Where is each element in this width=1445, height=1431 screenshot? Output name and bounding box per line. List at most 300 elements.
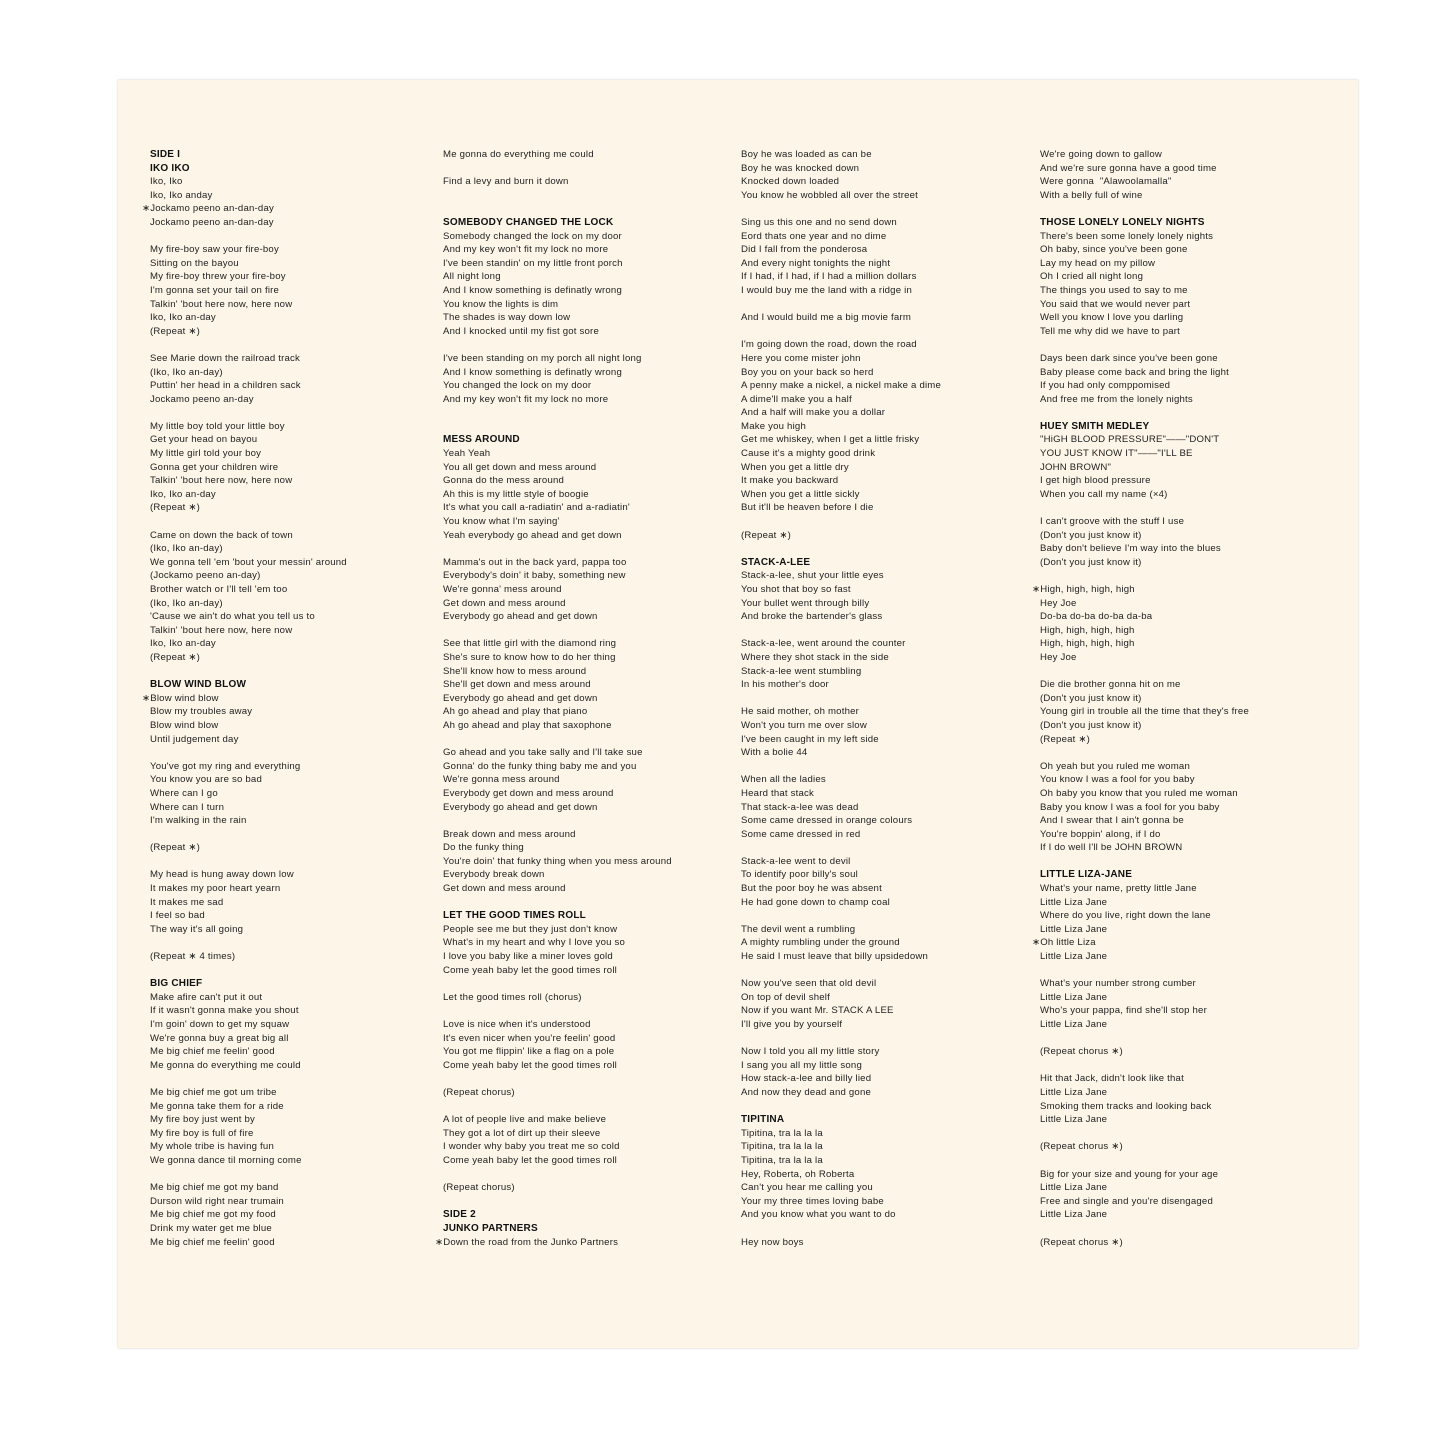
lyric-line: We gonna dance til morning come <box>150 1154 302 1166</box>
lyric-line: And now they dead and gone <box>741 1086 872 1098</box>
stanza-gap <box>1040 1154 1340 1168</box>
lyric-line: Come yeah baby let the good times roll <box>443 964 617 976</box>
stanza-gap <box>443 733 728 747</box>
stanza-gap <box>1040 855 1340 869</box>
lyric-line: Boy you on your back so herd <box>741 366 874 378</box>
lyric-line: (Don't you just know it) <box>1040 556 1142 568</box>
lyric-line: It makes my poor heart yearn <box>150 883 281 895</box>
lyric-line: And you know what you want to do <box>741 1209 896 1221</box>
lyric-line: Until judgement day <box>150 733 239 745</box>
lyric-line: High, high, high, high <box>1040 638 1135 650</box>
lyric-line: Eord thats one year and no dime <box>741 230 887 242</box>
stanza-gap <box>150 1072 420 1086</box>
lyric-line: Oh yeah but you ruled me woman <box>1040 760 1190 772</box>
lyric-line: Little Liza Jane <box>1040 1209 1108 1221</box>
lyric-line: And every night tonights the night <box>741 257 891 269</box>
lyric-line: Me big chief me feelin' good <box>150 1236 275 1248</box>
lyric-line: (Repeat ∗) <box>150 651 201 663</box>
section-heading: LET THE GOOD TIMES ROLL <box>443 910 586 922</box>
lyric-line: Your my three times loving babe <box>741 1195 884 1207</box>
stanza-gap <box>443 1004 728 1018</box>
lyric-line: Go ahead and you take sally and I'll take sue <box>443 747 643 759</box>
lyric-line: Where can I turn <box>150 801 225 813</box>
lyric-line: All night long <box>443 271 501 283</box>
lyric-line: Some came dressed in orange colours <box>741 815 913 827</box>
stanza-gap <box>741 1032 1021 1046</box>
lyric-line: When you get a little dry <box>741 461 849 473</box>
lyric-line: And free me from the lonely nights <box>1040 393 1193 405</box>
stanza-gap <box>443 624 728 638</box>
lyric-line: Iko, Iko anday <box>150 189 213 201</box>
lyric-line: Iko, Iko an-day <box>150 638 216 650</box>
lyric-line: Make afire can't put it out <box>150 991 263 1003</box>
lyric-line: I've been standing on my porch all night long <box>443 352 642 364</box>
lyric-line: ∗Blow wind blow <box>142 692 219 704</box>
lyrics-column-4 <box>1032 148 1340 1249</box>
lyric-line: Where do you live, right down the lane <box>1040 910 1211 922</box>
lyric-line: (Repeat chorus ∗) <box>1040 1141 1123 1153</box>
lyric-line: How stack-a-lee and billy lied <box>741 1073 872 1085</box>
stanza-gap <box>443 1072 728 1086</box>
lyric-line: (Repeat ∗) <box>150 502 201 514</box>
lyric-line: The shades is way down low <box>443 312 571 324</box>
lyric-line: Stack-a-lee went to devil <box>741 855 851 867</box>
lyrics-column-2 <box>435 148 728 1249</box>
lyric-line: (Iko, Iko an-day) <box>150 543 223 555</box>
lyrics-column-1 <box>142 148 420 1249</box>
section-heading: STACK-A-LEE <box>741 556 811 568</box>
lyric-line: Well you know I love you darling <box>1040 312 1184 324</box>
lyric-line: Brother watch or I'll tell 'em too <box>150 584 288 595</box>
lyric-line: If you had only comppomised <box>1040 380 1171 392</box>
lyric-line: Days been dark since you've been gone <box>1040 352 1218 364</box>
lyric-line: You changed the lock on my door <box>443 380 592 392</box>
lyric-line: Sitting on the bayou <box>150 257 239 269</box>
lyric-line: ∗Oh little Liza <box>1032 937 1096 949</box>
lyric-line: Boy he was loaded as can be <box>741 149 872 160</box>
lyric-line: I can't groove with the stuff I use <box>1040 516 1185 528</box>
lyric-line: Little Liza Jane <box>1040 1019 1108 1030</box>
lyric-line: 'Cause we ain't do what you tell us to <box>150 611 315 623</box>
lyric-line: They got a lot of dirt up their sleeve <box>443 1127 601 1139</box>
lyric-line: It's even nicer when you're feelin' good <box>443 1032 616 1044</box>
lyric-line: Little Liza Jane <box>1040 1086 1108 1098</box>
lyric-line: On top of devil shelf <box>741 991 830 1003</box>
stanza-gap <box>443 1195 728 1209</box>
stanza-gap <box>741 841 1021 855</box>
lyric-line: Hey, Roberta, oh Roberta <box>741 1168 855 1180</box>
lyric-line: Oh baby you know that you ruled me woman <box>1040 787 1238 799</box>
stanza-gap <box>150 828 420 842</box>
lyric-line: Knocked down loaded <box>741 176 840 188</box>
lyric-line: Free and single and you're disengaged <box>1040 1195 1213 1207</box>
lyric-line: We're gonna buy a great big all <box>150 1032 289 1044</box>
lyric-line: You know what I'm saying' <box>443 516 560 528</box>
lyric-line: There's been some lonely lonely nights <box>1040 230 1214 242</box>
lyric-line: Get your head on bayou <box>150 434 258 446</box>
lyric-line: My fire boy just went by <box>150 1114 256 1126</box>
stanza-gap <box>1040 406 1340 420</box>
stanza-gap <box>1040 569 1340 583</box>
lyric-line: A lot of people live and make believe <box>443 1114 607 1126</box>
stanza-gap <box>741 1100 1021 1114</box>
lyric-line: Jockamo peeno an-dan-day <box>150 216 274 228</box>
lyric-line: Now if you want Mr. STACK A LEE <box>741 1005 894 1017</box>
lyric-line: My fire-boy threw your fire-boy <box>150 271 286 283</box>
section-heading: BIG CHIEF <box>150 978 203 990</box>
lyric-line: (Repeat ∗) <box>150 842 201 854</box>
lyric-line: Smoking them tracks and looking back <box>1040 1100 1212 1112</box>
lyric-line: You've got my ring and everything <box>150 760 301 772</box>
lyric-line: (Repeat chorus ∗) <box>1040 1236 1123 1248</box>
lyric-line: Everybody go ahead and get down <box>443 611 598 623</box>
lyric-line: Find a levy and burn it down <box>443 176 569 188</box>
lyric-line: Iko, Iko <box>150 176 183 188</box>
lyric-line: Baby don't believe I'm way into the blues <box>1040 543 1221 555</box>
stanza-gap <box>150 515 420 529</box>
stanza-gap <box>741 542 1021 556</box>
lyric-line: If it wasn't gonna make you shout <box>150 1005 299 1017</box>
lyric-line: I'm going down the road, down the road <box>741 339 917 351</box>
lyric-line: (Repeat ∗) <box>741 529 792 541</box>
lyric-line: (Jockamo peeno an-day) <box>150 570 261 582</box>
lyric-line: Baby please come back and bring the light <box>1040 366 1229 378</box>
stanza-gap <box>150 936 420 950</box>
lyric-line: What's your number strong cumber <box>1040 978 1196 990</box>
lyric-line: With a belly full of wine <box>1040 189 1143 201</box>
stanza-gap <box>443 189 728 203</box>
stanza-gap <box>150 964 420 978</box>
stanza-gap <box>741 298 1021 312</box>
lyric-line: (Repeat chorus) <box>443 1086 515 1098</box>
lyric-line: Love is nice when it's understood <box>443 1019 591 1030</box>
stanza-gap <box>150 1168 420 1182</box>
lyric-line: Mamma's out in the back yard, pappa too <box>443 556 627 568</box>
lyric-line: Puttin' her head in a children sack <box>150 380 301 392</box>
lyric-line: I get high blood pressure <box>1040 475 1151 487</box>
stanza-gap <box>150 406 420 420</box>
lyric-line: Sing us this one and no send down <box>741 216 897 228</box>
lyric-line: Everybody get down and mess around <box>443 787 614 799</box>
lyric-line: The things you used to say to me <box>1040 284 1188 296</box>
lyric-line: And my key won't fit my lock no more <box>443 393 609 405</box>
lyric-line: ∗High, high, high, high <box>1032 584 1135 595</box>
lyric-line: Talkin' 'bout here now, here now <box>150 624 293 636</box>
stanza-gap <box>741 202 1021 216</box>
lyric-line: High, high, high, high <box>1040 624 1135 636</box>
stanza-gap <box>741 1222 1021 1236</box>
lyrics-column-3 <box>741 148 1021 1249</box>
lyric-line: And I know something is definatly wrong <box>443 366 622 378</box>
stanza-gap <box>150 855 420 869</box>
lyric-line: And I knocked until my fist got sore <box>443 325 599 337</box>
stanza-gap <box>443 542 728 556</box>
stanza-gap <box>741 325 1021 339</box>
lyric-line: I've been caught in my left side <box>741 733 879 745</box>
lyric-line: Durson wild right near trumain <box>150 1195 284 1207</box>
lyric-line: Tipitina, tra la la la <box>741 1154 823 1166</box>
lyric-line: Do the funky thing <box>443 842 524 854</box>
lyric-line: Get me whiskey, when I get a little frisky <box>741 434 920 446</box>
lyric-line: Can't you hear me calling you <box>741 1182 873 1194</box>
lyric-line: Let the good times roll (chorus) <box>443 991 582 1003</box>
lyric-line: Gonna do the mess around <box>443 475 565 487</box>
lyric-line: I'll give you by yourself <box>741 1019 843 1030</box>
lyric-line: I'm goin' down to get my squaw <box>150 1019 290 1030</box>
stanza-gap <box>1040 501 1340 515</box>
stanza-gap <box>150 230 420 244</box>
stanza-gap <box>150 746 420 760</box>
lyric-line: You said that we would never part <box>1040 298 1191 310</box>
lyric-line: Where can I go <box>150 787 218 799</box>
lyric-line: Hey Joe <box>1040 597 1077 609</box>
lyric-line: Come yeah baby let the good times roll <box>443 1059 617 1071</box>
stanza-gap <box>1040 202 1340 216</box>
lyric-line: I feel so bad <box>150 910 205 922</box>
lyric-line: Ah this is my little style of boogie <box>443 488 589 500</box>
lyric-line: My fire-boy saw your fire-boy <box>150 244 279 256</box>
lyric-line: You're boppin' along, if I do <box>1040 828 1161 840</box>
lyric-line: Little Liza Jane <box>1040 923 1108 935</box>
lyric-line: Gonna' do the funky thing baby me and you <box>443 760 637 772</box>
lyric-line: To identify poor billy's soul <box>741 869 858 881</box>
lyric-line: (Repeat ∗ 4 times) <box>150 951 236 963</box>
lyric-line: (Repeat ∗) <box>150 325 201 337</box>
lyric-line: Came on down the back of town <box>150 529 293 541</box>
stanza-gap <box>150 338 420 352</box>
lyric-line: We're gonna' mess around <box>443 584 562 595</box>
stanza-gap <box>1040 1032 1340 1046</box>
lyric-line: When you get a little sickly <box>741 488 860 500</box>
stanza-gap <box>1040 1059 1340 1073</box>
lyric-line: The devil went a rumbling <box>741 923 856 935</box>
lyric-line: It makes me sad <box>150 896 224 908</box>
lyric-line: Get down and mess around <box>443 883 566 895</box>
lyric-line: Me big chief me got my band <box>150 1182 279 1194</box>
lyric-line: Break down and mess around <box>443 828 576 840</box>
lyric-line: Little Liza Jane <box>1040 896 1108 908</box>
stanza-gap <box>1040 964 1340 978</box>
lyric-line: My whole tribe is having fun <box>150 1141 274 1153</box>
lyric-line: Blow wind blow <box>150 719 219 731</box>
lyric-line: We gonna tell 'em 'bout your messin' around <box>150 556 347 568</box>
lyric-line: Cause it's a mighty good drink <box>741 448 876 460</box>
lyric-line: I'm walking in the rain <box>150 815 247 827</box>
lyric-line: When all the ladies <box>741 774 826 786</box>
lyric-line: Who's your pappa, find she'll stop her <box>1040 1005 1207 1017</box>
lyric-line: Get down and mess around <box>443 597 566 609</box>
section-heading: TIPITINA <box>741 1114 785 1126</box>
lyric-line: Jockamo peeno an-day <box>150 393 254 405</box>
lyric-line: You got me flippin' like a flag on a pole <box>443 1046 615 1058</box>
lyric-line: Yeah Yeah <box>443 448 491 460</box>
stanza-gap <box>443 202 728 216</box>
lyric-line: Tipitina, tra la la la <box>741 1141 823 1153</box>
lyric-line: A mighty rumbling under the ground <box>741 937 900 949</box>
lyric-line: In his mother's door <box>741 679 829 691</box>
lyric-line: People see me but they just don't know <box>443 923 618 935</box>
lyric-line: (Repeat ∗) <box>1040 733 1091 745</box>
lyric-line: I love you baby like a miner loves gold <box>443 951 613 963</box>
lyric-line: It's what you call a-radiatin' and a-radiatin' <box>443 502 630 514</box>
lyric-line: You all get down and mess around <box>443 461 597 473</box>
lyric-line: Me gonna do everything me could <box>443 149 594 160</box>
lyric-line: Hey Joe <box>1040 651 1077 663</box>
lyric-line: With a bolie 44 <box>741 747 808 759</box>
lyric-line: Heard that stack <box>741 787 815 799</box>
lyric-line: Tipitina, tra la la la <box>741 1127 823 1139</box>
lyric-line: If I had, if I had, if I had a million dollars <box>741 271 917 283</box>
lyric-line: What's in my heart and why I love you so <box>443 937 626 949</box>
lyric-line: A dime'll make you a half <box>741 393 852 405</box>
lyric-line: My little boy told your little boy <box>150 420 285 432</box>
stanza-gap <box>1040 1222 1340 1236</box>
lyric-line: And I would build me a big movie farm <box>741 312 912 324</box>
section-heading: HUEY SMITH MEDLEY <box>1040 420 1150 432</box>
stanza-gap <box>741 692 1021 706</box>
stanza-gap <box>1040 1127 1340 1141</box>
lyric-line: And I know something is definatly wrong <box>443 284 622 296</box>
lyric-line: Hit that Jack, didn't look like that <box>1040 1073 1184 1085</box>
lyric-line: Tell me why did we have to part <box>1040 325 1181 337</box>
lyric-line: Stack-a-lee went stumbling <box>741 665 862 677</box>
lyric-line: Drink my water get me blue <box>150 1222 272 1234</box>
lyric-line: I wonder why baby you treat me so cold <box>443 1141 620 1153</box>
lyric-line: Little Liza Jane <box>1040 1114 1108 1126</box>
stanza-gap <box>741 515 1021 529</box>
lyric-line: "HiGH BLOOD PRESSURE"——"DON'T <box>1040 434 1220 446</box>
lyric-line: Where they shot stack in the side <box>741 651 889 663</box>
lyric-line: I've been standin' on my little front porch <box>443 257 623 269</box>
stanza-gap <box>443 406 728 420</box>
lyric-line: Baby you know I was a fool for you baby <box>1040 801 1220 813</box>
lyric-line: Me big chief me got um tribe <box>150 1086 277 1098</box>
lyric-line: Everybody go ahead and get down <box>443 801 598 813</box>
lyric-line: Die die brother gonna hit on me <box>1040 679 1181 691</box>
stanza-gap <box>741 624 1021 638</box>
lyric-line: JOHN BROWN" <box>1040 461 1112 473</box>
lyric-line: He said mother, oh mother <box>741 706 860 718</box>
lyric-line: Now you've seen that old devil <box>741 978 877 990</box>
lyric-line: It make you backward <box>741 475 839 487</box>
lyric-line: Oh I cried all night long <box>1040 271 1144 283</box>
lyric-line: You know you are so bad <box>150 774 262 786</box>
lyric-line: Some came dressed in red <box>741 828 861 840</box>
lyric-line: Do-ba do-ba do-ba da-ba <box>1040 611 1153 623</box>
stanza-gap <box>741 964 1021 978</box>
lyric-line: Gonna get your children wire <box>150 461 279 473</box>
stanza-gap <box>443 977 728 991</box>
section-heading: BLOW WIND BLOW <box>150 679 247 691</box>
section-heading: JUNKO PARTNERS <box>443 1222 538 1234</box>
lyric-line: I sang you all my little song <box>741 1059 862 1071</box>
lyric-line: You shot that boy so fast <box>741 584 851 595</box>
lyric-line: If I do well I'll be JOHN BROWN <box>1040 842 1183 854</box>
stanza-gap <box>1040 338 1340 352</box>
lyric-line: (Repeat chorus ∗) <box>1040 1046 1123 1058</box>
lyric-line: You know he wobbled all over the street <box>741 189 919 201</box>
lyric-line: But the poor boy he was absent <box>741 883 882 895</box>
lyric-line: My fire boy is full of fire <box>150 1127 254 1139</box>
lyric-line: (Don't you just know it) <box>1040 529 1142 541</box>
lyric-line: And a half will make you a dollar <box>741 407 886 419</box>
lyric-line: Me gonna take them for a ride <box>150 1100 284 1112</box>
lyric-line: I would buy me the land with a ridge in <box>741 284 912 296</box>
lyric-line: You know the lights is dim <box>443 298 559 310</box>
lyric-line: I'm gonna set your tail on fire <box>150 284 280 296</box>
lyric-line: My head is hung away down low <box>150 869 294 881</box>
stanza-gap <box>741 760 1021 774</box>
lyric-line: Talkin' 'bout here now, here now <box>150 475 293 487</box>
stanza-gap <box>443 896 728 910</box>
lyric-line: She'll know how to mess around <box>443 665 587 677</box>
lyric-line: YOU JUST KNOW IT"——"I'LL BE <box>1040 448 1193 460</box>
lyric-line: ∗Down the road from the Junko Partners <box>435 1236 619 1248</box>
lyric-line: Big for your size and young for your age <box>1040 1168 1219 1180</box>
stanza-gap <box>443 420 728 434</box>
lyric-line: Yeah everybody go ahead and get down <box>443 529 622 541</box>
section-heading: IKO IKO <box>150 162 190 174</box>
lyric-line: Ah go ahead and play that piano <box>443 706 588 718</box>
lyric-line: A penny make a nickel, a nickel make a dime <box>741 380 942 392</box>
lyric-line: Everybody's doin' it baby, something new <box>443 570 626 582</box>
lyric-line: That stack-a-lee was dead <box>741 801 859 813</box>
section-heading: MESS AROUND <box>443 434 520 446</box>
lyric-line: (Don't you just know it) <box>1040 692 1142 704</box>
lyric-line: Come yeah baby let the good times roll <box>443 1154 617 1166</box>
stanza-gap <box>1040 746 1340 760</box>
lyric-line: (Repeat chorus) <box>443 1182 515 1194</box>
lyric-line: Did I fall from the ponderosa <box>741 244 868 256</box>
lyric-line: Now I told you all my little story <box>741 1046 880 1058</box>
lyric-line: We're gonna mess around <box>443 774 560 786</box>
lyric-line: Stack-a-lee, shut your little eyes <box>741 570 884 582</box>
lyric-line: Little Liza Jane <box>1040 1182 1108 1194</box>
section-heading: THOSE LONELY LONELY NIGHTS <box>1040 216 1205 228</box>
lyric-line: We're going down to gallow <box>1040 149 1163 160</box>
lyric-line: Everybody go ahead and get down <box>443 692 598 704</box>
lyric-line: Ah go ahead and play that saxophone <box>443 719 612 731</box>
lyric-line: She'll get down and mess around <box>443 679 591 691</box>
lyric-line: Iko, Iko an-day <box>150 488 216 500</box>
lyric-line: Everybody break down <box>443 869 545 881</box>
lyric-line: See that little girl with the diamond ring <box>443 638 617 650</box>
lyric-line: And my key won't fit my lock no more <box>443 244 609 256</box>
lyric-line: Were gonna "Alawoolamalla" <box>1040 176 1172 188</box>
lyric-line: Me big chief me got my food <box>150 1209 276 1221</box>
stanza-gap <box>1040 665 1340 679</box>
lyric-line: (Don't you just know it) <box>1040 719 1142 731</box>
lyric-line: The way it's all going <box>150 923 244 935</box>
lyric-line: Me big chief me feelin' good <box>150 1046 275 1058</box>
lyric-line: Somebody changed the lock on my door <box>443 230 622 242</box>
lyric-line: My little girl told your boy <box>150 448 262 460</box>
lyric-line: (Iko, Iko an-day) <box>150 597 223 609</box>
stanza-gap <box>741 909 1021 923</box>
stanza-gap <box>150 665 420 679</box>
lyric-line: Stack-a-lee, went around the counter <box>741 638 906 650</box>
lyric-line: Blow my troubles away <box>150 706 253 718</box>
section-heading: LITTLE LIZA-JANE <box>1040 869 1133 881</box>
lyric-line: But it'll be heaven before I die <box>741 502 874 514</box>
lyric-line: Boy he was knocked down <box>741 162 860 174</box>
lyric-line: Your bullet went through billy <box>741 597 870 609</box>
lyric-line: Little Liza Jane <box>1040 991 1108 1003</box>
section-heading: SOMEBODY CHANGED THE LOCK <box>443 216 614 228</box>
lyric-line: Hey now boys <box>741 1236 804 1248</box>
lyric-line: You know I was a fool for you baby <box>1040 774 1195 786</box>
lyric-line: Me gonna do everything me could <box>150 1059 301 1071</box>
